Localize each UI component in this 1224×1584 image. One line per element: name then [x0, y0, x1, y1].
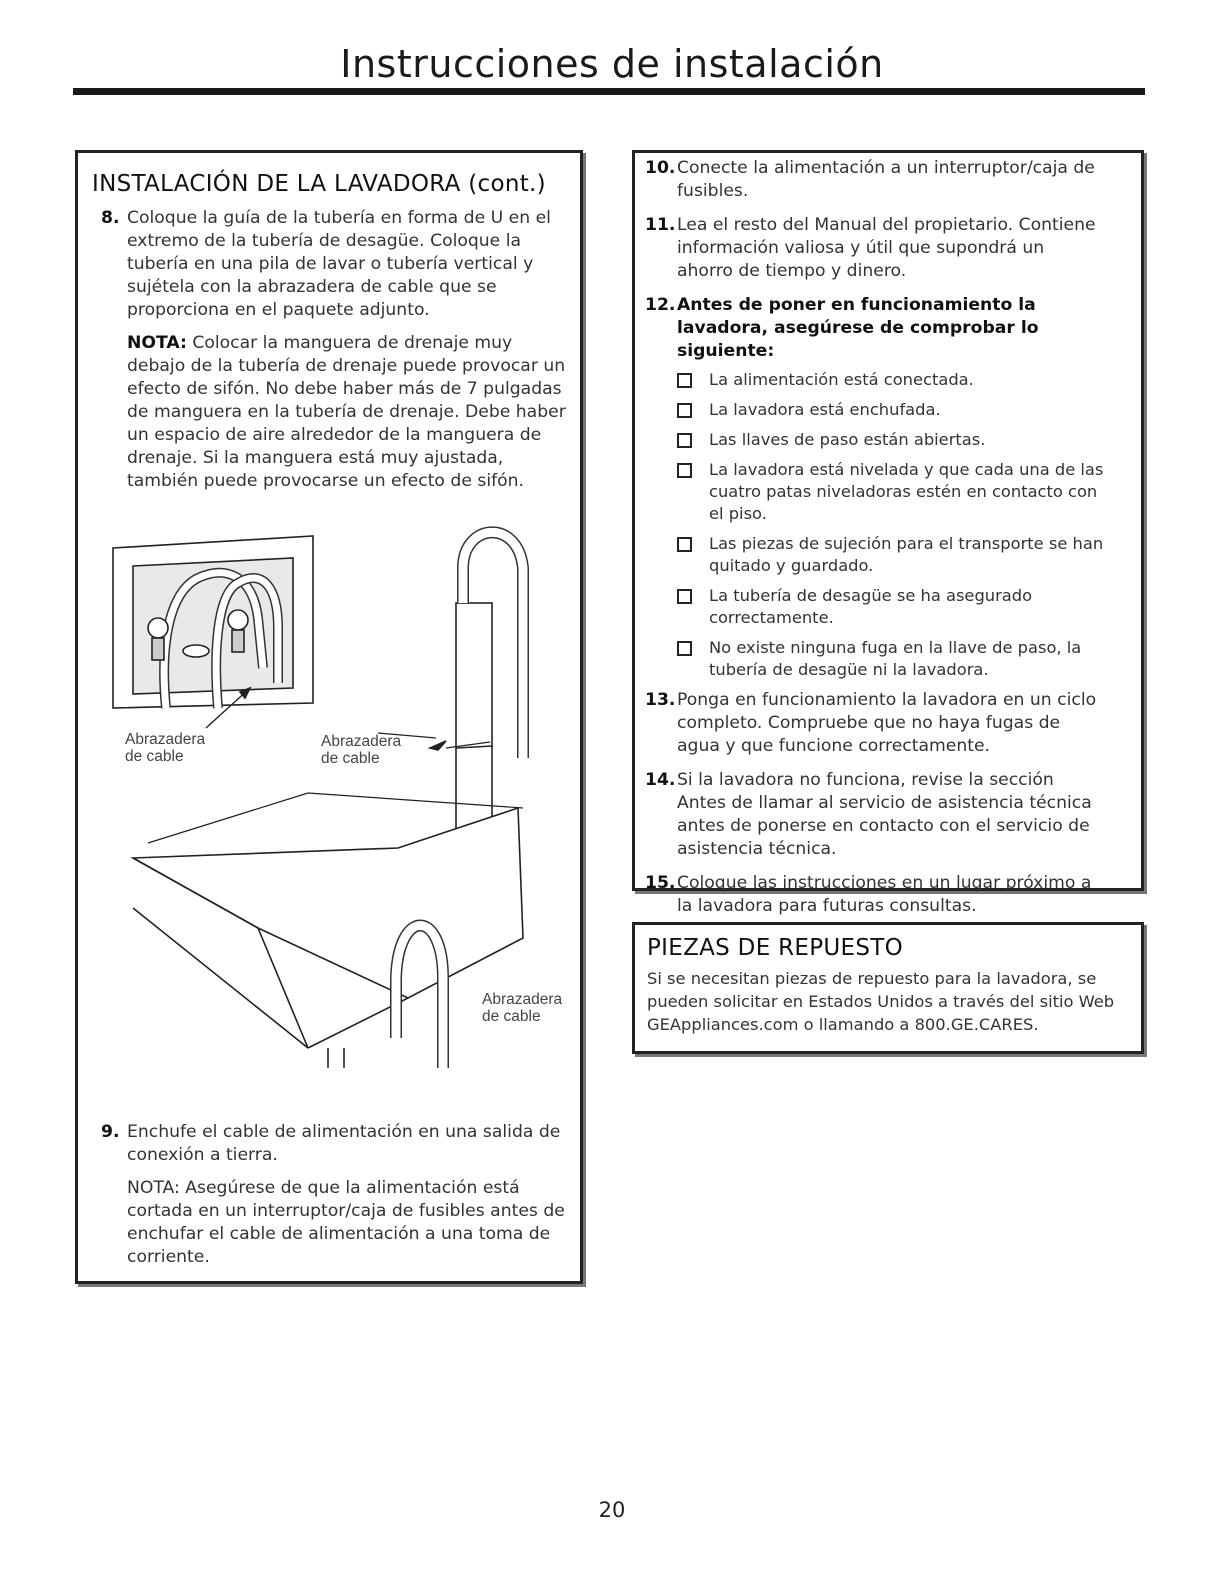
step-12: 12. Antes de poner en funcionamiento la lavadora, asegúrese de comprobar lo siguiente:	[645, 295, 1039, 361]
checkbox-icon	[677, 463, 692, 478]
step-13: 13. Ponga en funcionamiento la lavadora en un ciclo completo. Compruebe que no haya fugas de agua y que funcione correctamente.	[645, 690, 1097, 756]
step-8	[92, 207, 572, 322]
note-label: NOTA:	[127, 333, 187, 353]
step-14: 14. Si la lavadora no funciona, revise la sección Antes de llamar al servicio de asistencia técnica antes de ponerse en contacto con el servicio de asistencia técnica.	[645, 770, 1092, 859]
cable-clip-label-2: Abrazadera de cable	[321, 733, 402, 767]
washer-installation-section	[75, 150, 583, 1284]
section-heading-parts: PIEZAS DE REPUESTO	[647, 935, 904, 961]
step-10: 10. Conecte la alimentación a un interruptor/caja de fusibles.	[645, 158, 1095, 201]
checkbox-icon	[677, 403, 692, 418]
final-steps-section	[632, 150, 1144, 916]
step-9	[92, 1121, 572, 1167]
checkbox-icon	[677, 641, 692, 656]
cable-clip-label-1: Abrazadera de cable	[125, 731, 206, 765]
step-text: Enchufe el cable de alimentación en una salida de conexión a tierra.	[127, 1122, 561, 1165]
checkbox-icon	[677, 537, 692, 552]
step-number: 9.	[101, 1122, 120, 1142]
note-text: Colocar la manguera de drenaje muy debajo de la tubería de drenaje puede provocar un efecto de sifón. No debe haber más de 7 pulgadas de manguera en la tubería de drenaje. Debe haber un espacio de aire alrededor de la manguera de drenaje. Si la manguera está muy ajustada, también puede provocarse un efecto de sifón.	[127, 333, 566, 491]
checklist-item: Las llaves de paso están abiertas.	[635, 429, 1105, 451]
checkbox-icon	[677, 589, 692, 604]
step-9-note: NOTA: Asegúrese de que la alimentación está cortada en un interruptor/caja de fusibles antes de enchufar el cable de alimentación a una toma de corriente.	[127, 1178, 565, 1267]
page-title: Instrucciones de instalación	[340, 42, 884, 86]
checklist-item: La tubería de desagüe se ha asegurado correctamente.	[635, 585, 1105, 629]
step-15: 15. Coloque las instrucciones en un lugar próximo a la lavadora para futuras consultas.	[645, 873, 1092, 916]
parts-text: Si se necesitan piezas de repuesto para la lavadora, se pueden solicitar en Estados Unidos a través del sitio Web GEAppliances.com o llamando a 800.GE.CARES.	[647, 969, 1115, 1034]
step-8-note	[92, 332, 572, 493]
step-text: Coloque la guía de la tubería en forma de U en el extremo de la tubería de desagüe. Coloque la tubería en una pila de lavar o tubería vertical y sujétela con la abrazadera de cable que se proporciona en el paquete adjunto.	[127, 208, 551, 320]
pre-run-checklist	[635, 369, 1105, 681]
step-number: 8.	[101, 208, 120, 228]
checklist-item: La lavadora está nivelada y que cada una de las cuatro patas niveladoras estén en contacto con el piso.	[635, 459, 1105, 525]
cable-clip-label-3: Abrazadera de cable	[482, 991, 563, 1025]
checklist-item: La alimentación está conectada.	[635, 369, 1105, 391]
step-11: 11. Lea el resto del Manual del propietario. Contiene información valiosa y útil que supondrá un ahorro de tiempo y dinero.	[645, 215, 1096, 281]
checklist-item: La lavadora está enchufada.	[635, 399, 1105, 421]
checkbox-icon	[677, 373, 692, 388]
page-number: 20	[598, 1498, 626, 1522]
checkbox-icon	[677, 433, 692, 448]
checklist-item: No existe ninguna fuga en la llave de paso, la tubería de desagüe ni la lavadora.	[635, 637, 1105, 681]
title-rule	[73, 88, 1145, 95]
drain-hose-illustration	[78, 508, 580, 1068]
section-heading-installation: INSTALACIÓN DE LA LAVADORA (cont.)	[92, 171, 546, 197]
checklist-item: Las piezas de sujeción para el transporte se han quitado y guardado.	[635, 533, 1105, 577]
replacement-parts-section	[632, 922, 1144, 1054]
